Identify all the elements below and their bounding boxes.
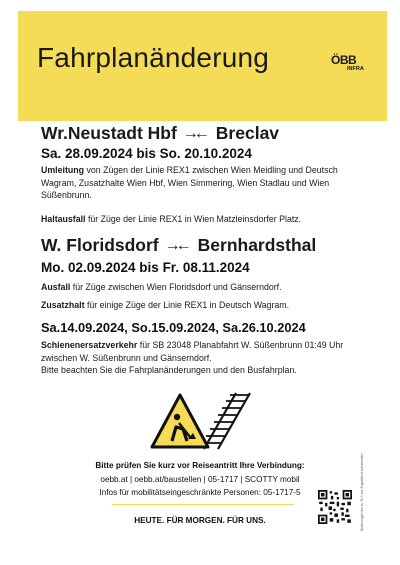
route-from: W. Floridsdorf bbox=[41, 235, 159, 255]
route-to: Bernhardsthal bbox=[197, 235, 317, 255]
date-range-1: Sa. 28.09.2024 bis So. 20.10.2024 bbox=[41, 146, 252, 161]
logo-sub-text: INFRA bbox=[347, 66, 364, 72]
railway-tracks-icon bbox=[202, 393, 250, 449]
footer-links: oebb.at | oebb.at/baustellen | 05-1717 | SCOTTY mobil bbox=[100, 475, 300, 484]
haltausfall-text: für Züge der Linie REX1 in Wien Matzleinsdorfer Platz. bbox=[85, 214, 302, 224]
side-note-text: Änderungen bis zu 72 h vor Zugabfahrt vorbehalten bbox=[360, 453, 364, 531]
route-arrows-icon: →← bbox=[182, 124, 205, 142]
route-from: Wr.Neustadt Hbf bbox=[41, 123, 177, 143]
footer-mobility-info: Infos für mobilitätseingeschränkte Personen: 05-1717-5 bbox=[99, 488, 301, 497]
side-note bbox=[360, 391, 368, 531]
page-title: Fahrplanänderung bbox=[37, 42, 270, 73]
footer-check-text: Bitte prüfen Sie kurz vor Reiseantritt Ihre Verbindung: bbox=[95, 461, 305, 470]
sev-text: für SB 23048 Planabfahrt W. Süßenbrunn 01:49 Uhr zwischen W. Süßenbrunn und Gänserndorf. bbox=[41, 340, 344, 363]
date-list-3: Sa.14.09.2024, So.15.09.2024, Sa.26.10.2024 bbox=[41, 320, 306, 335]
qr-code-icon bbox=[318, 490, 352, 524]
route-heading-2 bbox=[41, 235, 316, 256]
date-range-2: Mo. 02.09.2024 bis Fr. 08.11.2024 bbox=[41, 260, 250, 275]
ausfall-text: für Züge zwischen Wien Floridsdorf und Gänserndorf. bbox=[70, 282, 282, 292]
ausfall-paragraph bbox=[41, 281, 371, 294]
logo-main-text: ÖBB bbox=[331, 53, 357, 67]
header-banner bbox=[18, 11, 387, 121]
zusatzhalt-text: für einige Züge der Linie REX1 in Deutsch Wagram. bbox=[84, 300, 290, 310]
umleitung-text: von Zügen der Linie REX1 zwischen Wien Meidling und Deutsch Wagram, Zusatzhalte Wien Hbf, Wien Simmering, Wien Stadlau und Wien Süßenbrunn. bbox=[41, 165, 338, 201]
oebb-logo bbox=[331, 53, 371, 77]
sev-paragraph bbox=[41, 339, 371, 377]
zusatzhalt-label: Zusatzhalt bbox=[41, 300, 85, 310]
route-heading-1 bbox=[41, 123, 279, 144]
zusatzhalt-paragraph bbox=[41, 299, 371, 312]
sev-label: Schienenersatzverkehr bbox=[41, 340, 138, 350]
haltausfall-paragraph bbox=[41, 213, 371, 226]
ausfall-label: Ausfall bbox=[41, 282, 71, 292]
route-arrows-icon: →← bbox=[164, 236, 187, 254]
hint-text: Bitte beachten Sie die Fahrplanänderungen und den Busfahrplan. bbox=[41, 365, 297, 376]
route-to: Breclav bbox=[215, 123, 280, 143]
footer-slogan: HEUTE. FÜR MORGEN. FÜR UNS. bbox=[134, 516, 266, 525]
haltausfall-label: Haltausfall bbox=[41, 214, 86, 224]
footer-divider bbox=[112, 504, 294, 505]
construction-warning-icon bbox=[150, 391, 260, 451]
umleitung-paragraph bbox=[41, 164, 371, 202]
umleitung-label: Umleitung bbox=[41, 165, 85, 175]
